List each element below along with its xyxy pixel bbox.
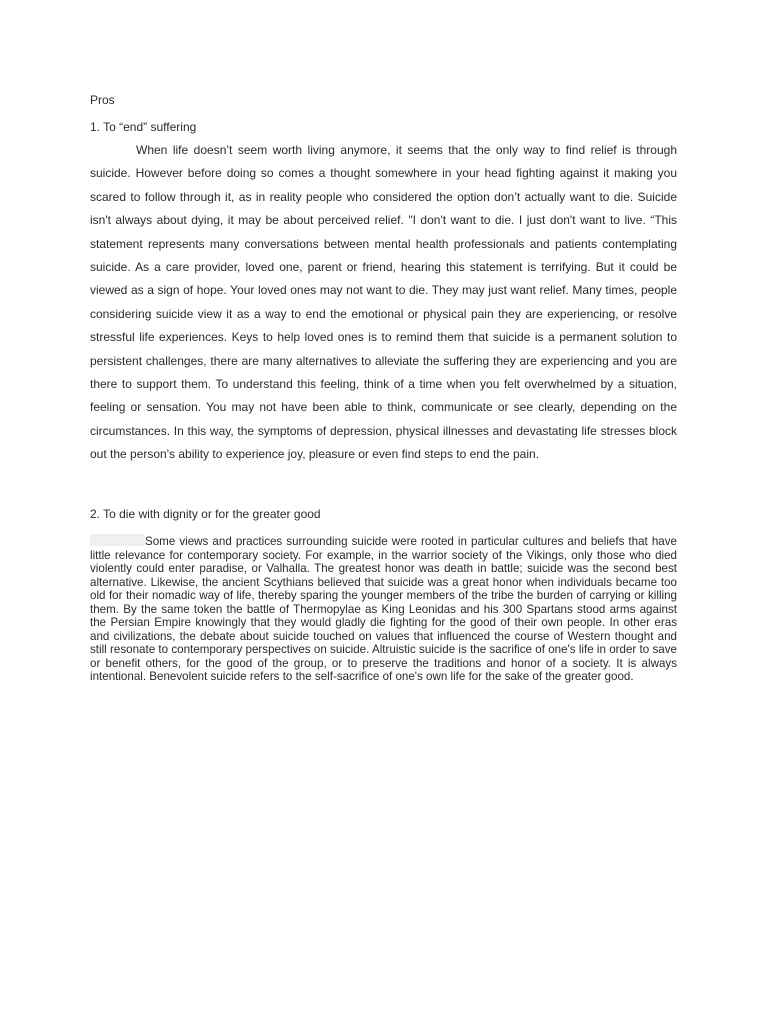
section-title: Pros: [90, 93, 115, 107]
indent-highlight: [90, 534, 145, 546]
item-heading-end-suffering: 1. To “end” suffering: [90, 120, 197, 134]
paragraph-end-suffering: When life doesn’t seem worth living anymore, it seems that the only way to find relief is through suicide. However before doing so comes a thought somewhere in your head fighting against it making you scared to follow through it, as in reality people who considered the option don’t actually want to die. Suicide isn't always about dying, it may be about perceived relief. "I don't want to die. I just don't want to live. “This statement represents many conversations between mental health professionals and patients contemplating suicide. As a care provider, loved one, parent or friend, hearing this statement is terrifying. But it could be viewed as a sign of hope. Your loved ones may not want to die. They may just want relief. Many times, people considering suicide view it as a way to end the emotional or physical pain they are experiencing, or resolve stressful life experiences. Keys to help loved ones is to remind them that suicide is a permanent solution to persistent challenges, there are many alternatives to alleviate the suffering they are experiencing and you are there to support them. To understand this feeling, think of a time when you felt overwhelmed by a situation, feeling or sensation. You may not have been able to think, communicate or see clearly, depending on the circumstances. In this way, the symptoms of depression, physical illnesses and devastating life stresses block out the person's ability to experience joy, pleasure or even find steps to end the pain.: [90, 143, 677, 462]
paragraph-dignity: [90, 534, 677, 684]
paragraph-dignity-text: Some views and practices surrounding suicide were rooted in particular cultures and beliefs that have little relevance for contemporary society. For example, in the warrior society of the Vikings, only those who died violently could enter paradise, or Valhalla. The greatest honor was death in battle; suicide was the second best alternative. Likewise, the ancient Scythians believed that suicide was a great honor when individuals became too old for their nomadic way of life, thereby sparing the younger members of the tribe the burden of carrying or killing them. By the same token the battle of Thermopylae as King Leonidas and his 300 Spartans stood arms against the Persian Empire knowingly that they would gladly die fighting for the good of their own people. In other eras and civilizations, the debate about suicide touched on values that influenced the course of Western thought and still resonate to contemporary perspectives on suicide. Altruistic suicide is the sacrifice of one's life in order to save or benefit others, for the good of the group, or to preserve the traditions and honor of a society. It is always intentional. Benevolent suicide refers to the self-sacrifice of one's own life for the sake of the greater good.: [90, 535, 677, 683]
item-heading-dignity: 2. To die with dignity or for the greater good: [90, 507, 321, 521]
